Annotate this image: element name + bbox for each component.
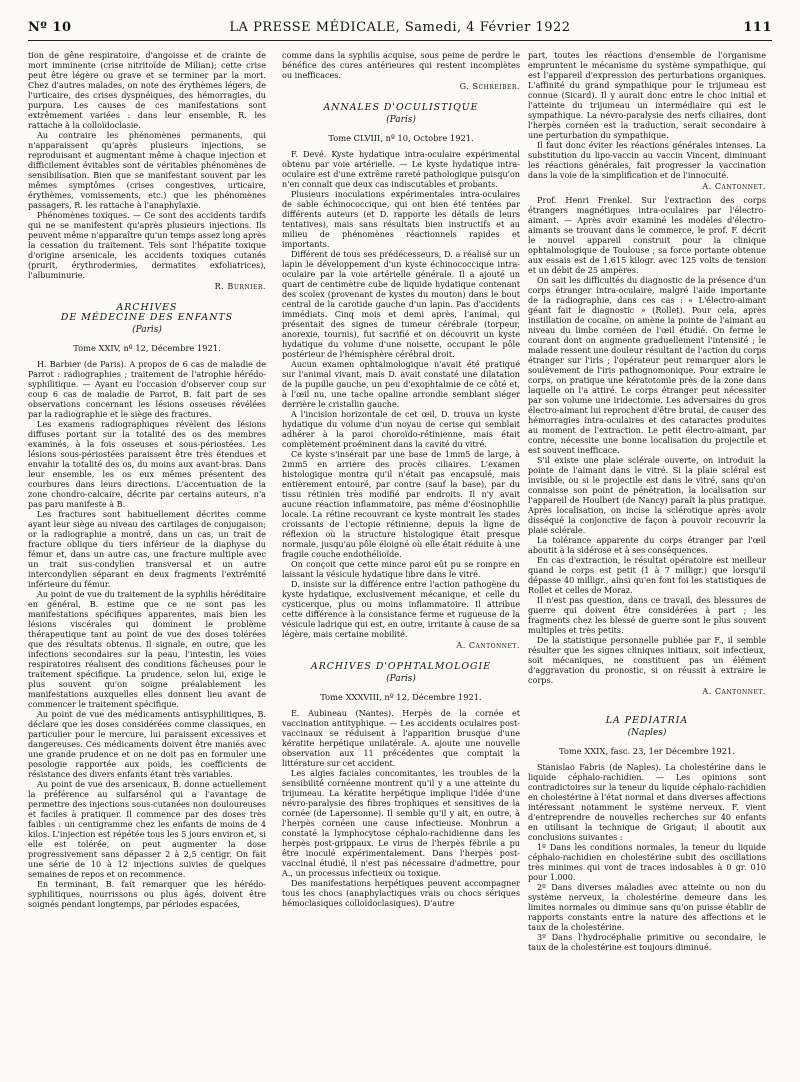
- paragraph: Au contraire les phénomènes permanents, qui n'apparaissent qu'après plusieurs injections, se reproduisant et augmentant même à chaque injection et difficilement évitables sont de véritables phénomènes de sensibilisation. Bien que se manifestant souvent par les mêmes symptômes (crises congestives, urticaire, érythèmes, vomissements, etc.) que les phénomènes passagers, R. les rattache à l'anaphylaxie.: [28, 130, 266, 210]
- paragraph: Au point de vue du traitement de la syphilis héréditaire en général, B. estime que ce ne sont pas les manifestations spécifiques apparentes, mais bien les lésions viscérales qui dominent le problème thérapeutique tant au point de vue des doses tolérées que des résultats obtenus. Il signale, en outre, que les infections secondaires sur la peau, l'intestin, les voies respiratoires réalisent des conditions fâcheuses pour le traitement spécifique. La prudence, selon lui, exige le plus souvent qu'on soigne préalablement les manifestations auxquelles elles donnent lieu avant de commencer le traitement spécifique.: [28, 589, 266, 709]
- paragraph: La tolérance apparente du corps étranger par l'œil aboutit à la sidérose et à ses conséquences.: [528, 535, 766, 555]
- paragraph: F. Devé. Kyste hydatique intra-oculaire expérimental obtenu par voie artérielle. — Le kyste hydatique intra-oculaire est d'une extrême rareté pathologique puisqu'on n'en connaît que deux cas indiscutables et probants.: [282, 149, 520, 189]
- paragraph: Les fractures sont habituellement décrites comme ayant leur siège au niveau des cartilages de conjugaison; or la radiographie a montré, dans un cas, un trait de fracture oblique du tiers inférieur de la diaphyse du fémur et, dans un autre cas, une fracture multiple avec un trait sus-condylien transversal et un autre intercondylien séparant en deux fragments l'extrémité inférieure du fémur.: [28, 509, 266, 589]
- paragraph: Différent de tous ses prédécesseurs, D. a réalisé sur un lapin le développement d'un kyste échinococcique intra-oculaire par la voie artérielle générale. Il a ajouté un quart de centimètre cube de liquide hydatique contenant des scolex (provenant de kystes du mouton) dans le bout central de la carotide gauche d'un lapin. Pas d'accidents immédiats. Cinq mois et demi après, l'animal, qui présentait des signes de tumeur cérébrale (torpeur, anorexie, tournis), fut sacrifié et on découvrit un kyste hydatique du volume d'une noisette, occupant le pôle postérieur de l'hémisphère cérébral droit.: [282, 249, 520, 359]
- column-3: [528, 50, 766, 1070]
- paragraph: En cas d'extraction, le résultat opératoire est meilleur quand le corps est petit (1 à 7 milligr.) que lorsqu'il dépasse 40 milligr., ainsi qu'en font foi les statistiques de Rollet et celles de Moraz.: [528, 555, 766, 595]
- issue-number: Nº 10: [28, 20, 72, 35]
- paragraph: Au point de vue des arsenicaux, B. donne actuellement la préférence au sulfarsénol qui a l'avantage de permettre des injections sous-cutanées non douloureuses et faciles à pratiquer. Il commence par des doses très faibles : un centigramme chez les enfants de moins de 4 kilos. L'injection est répétée tous les 5 jours environ et, si elle est tolérée, on peut augmenter la dose progressivement sans dépasser 2 à 2,5 centigr. On fait une série de 10 à 12 injections suivies de quelques semaines de repos et on recommence.: [28, 779, 266, 879]
- issue-reference: Tome XXIV, nº 12, Décembre 1921.: [73, 343, 221, 353]
- paragraph: A l'incision horizontale de cet œil, D. trouva un kyste hydatique du volume d'un noyau de cerise qui semblait adhérer à la paroi choroïdo-rétinienne, mais était complètement proéminent dans la cavité du vitré.: [282, 409, 520, 449]
- author-signature: A. Cantonnet.: [702, 181, 766, 191]
- paragraph: D. insiste sur la différence entre l'action pathogène du kyste hydatique, exclusivement mécanique, et celle du cysticerque, plus ou moins inflammatoire. Il attribue cette différence à la consistance ferme et rugueuse de la vésicule ladrique qui est, en outre, irritante à cause de sa légère, mais certaine mobilité.: [282, 579, 520, 639]
- issue-reference: Tome XXXVIII, nº 12, Décembre 1921.: [320, 692, 482, 702]
- section-title: ARCHIVES D'OPHTALMOLOGIE: [310, 661, 492, 672]
- paragraph: Ce kyste s'insérait par une base de 1mm5 de large, à 2mm5 en arrière des procès ciliaires. L'examen histologique montra qu'il n'était pas encapsulé, mais entièrement entouré, par contre (sauf la base), par du tissu rétinien très modifié par endroits. Il n'y avait aucune réaction inflammatoire, pas même d'éosinophilie locale. La rétine recouvrant ce kyste montrait les stades croissants de l'ectopie rétinienne, depuis la ligne de réflexion où la structure histologique était presque normale, jusqu'au pôle éloigné où elle était réduite à une fragile couche endothélioïde.: [282, 449, 520, 559]
- column-1: [28, 50, 266, 1070]
- paragraph: Il n'est pas question, dans ce travail, des blessures de guerre qui doivent être considérées à part ; les fragments chez les blessé de guerre sont le plus souvent multiples et très petits.: [528, 595, 766, 635]
- paragraph: En terminant, B. fait remarquer que les hérédo-syphilitiques, nourrissons ou plus âgés, doivent être soignés pendant longtemps, par périodes espacées,: [28, 879, 266, 909]
- paragraph: Il faut donc éviter les réactions générales intenses. La substitution du lipo-vaccin au vaccin Vincent, diminuant les réactions générales, fait progresser la vaccination dans la voie de la simplification et de l'innocuité.: [528, 140, 766, 180]
- author-signature: A. Cantonnet.: [456, 640, 520, 650]
- section-city: (Naples): [627, 728, 667, 738]
- section-city: (Paris): [132, 325, 162, 335]
- section-title: ARCHIVES DE MÉDECINE DES ENFANTS: [60, 302, 234, 323]
- paragraph: 3º Dans l'hydrocéphalie primitive ou secondaire, le taux de la cholestérine est toujours diminué.: [528, 932, 766, 952]
- paragraph: S'il existe une plaie sclérale ouverte, on introduit la pointe de l'aimant dans le vitré. Si la plaie scléral est invisible, ou si le projectile est dans le vitré, sans qu'on connaisse son point de pénétration, la localisation sur l'appareil de Houlbert (de Nancy) paraît la plus pratique. Après localisation, on incise la sclérotique après avoir disséqué la conjonctive de façon à pouvoir recouvrir la plaie sclérale.: [528, 455, 766, 535]
- paragraph: H. Barbier (de Paris). A propos de 6 cas de maladie de Parrot : radiographies ; traitement de l'atrophie hérédo-syphilitique. — Ayant eu l'occasion d'observer coup sur coup 6 cas de maladie de Parrot, B. fait part de ses observations concernant les lésions osseuses révélées par la radiographie et le siège des fractures.: [28, 359, 266, 419]
- author-signature: R. Burnier.: [214, 281, 266, 291]
- paragraph: De la statistique personnelle publiée par F., il semble résulter que les signes cliniques initiaux, soit infectieux, soit mécaniques, ne constituent pas un élément d'aggravation du pronostic, si on réussit à extraire le corps.: [528, 635, 766, 685]
- section-city: (Paris): [386, 674, 416, 684]
- author-signature: G. Schreiber.: [459, 81, 520, 91]
- section-title: ANNALES D'OCULISTIQUE: [323, 102, 479, 113]
- paragraph: Aucun examen ophtalmologique n'avait été pratiqué sur l'animal vivant, mais D. avait constaté une dilatation de la pupille gauche, un peu d'exophtalmie de ce côté et, à l'œil nu, une tache opaline arrondie semblant siéger derrière le cristallin gauche.: [282, 359, 520, 409]
- author-signature: A. Cantonnet.: [702, 686, 766, 696]
- paragraph: Prof. Henri Frenkel. Sur l'extraction des corps étrangers magnétiques intra-oculaires par l'électro-aimant. — Après avoir examiné les modèles d'électro-aimants se trouvant dans le commerce, le prof. F. décrit le nouvel appareil construit pour la clinique ophtalmologique de Toulouse ; sa force portante obtenue aux essais est de 1.615 kilogr. avec 125 volts de tension et un débit de 25 ampères.: [528, 195, 766, 275]
- section-city: (Paris): [386, 115, 416, 125]
- page-number: 111: [743, 20, 772, 35]
- paragraph: Stanislao Fabris (de Naples). La cholestérine dans le liquide céphalo-rachidien. — Les opinions sont contradictoires sur la teneur du liquide céphalo-rachidien en cholestérine à l'état normal et dans diverses affections intéressant notamment le système nerveux. F. vient d'entreprendre de nouvelles recherches sur 40 enfants en utilisant la technique de Grigaut; il aboutit aux conclusions suivantes :: [528, 762, 766, 842]
- page-header: [28, 20, 772, 41]
- paragraph: comme dans la syphilis acquise, sous peine de perdre le bénéfice des cures antérieures qui restent incomplètes ou inefficaces.: [282, 50, 520, 80]
- paragraph: Au point de vue des médicaments antisyphilitiques, B. déclare que les doses considérées comme classiques, en particulier pour le mercure, lui paraissent excessives et dangereuses. Ces médicaments doivent être maniés avec une grande prudence et on ne doit pas en formuler une posologie rapportée aux poids, les coefficients de résistance des divers enfants étant très variables.: [28, 709, 266, 779]
- paragraph: tion de gêne respiratoire, d'angoisse et de crainte de mort imminente (crise nitritoïde de Milian); cette crise peut être légère ou grave et se terminer par la mort. Chez d'autres malades, on note des érythèmes légers, de l'urticaire, des crises dyspnéiques, des hémorragies, du purpura. Les causes de ces manifestations sont extrêmement variées : dans leur ensemble, R. les rattache à la colloïdoclasie.: [28, 50, 266, 130]
- section-title: LA PEDIATRIA: [605, 715, 689, 726]
- paragraph: Phénomènes toxiques. — Ce sont des accidents tardifs qui ne se manifestent qu'après plusieurs injections. Ils peuvent même n'apparaître qu'un temps assez long après la cessation du traitement. Tels sont l'hépatite toxique d'origine arsenicale, les accidents toxiques cutanés (prurit, érythrodermies, dermatites exfoliatrices), l'albuminurie.: [28, 210, 266, 280]
- paragraph: Plusieurs inoculations expérimentales intra-oculaires de sable échinococcique, qui ont bien été tentées par différents auteurs (et D. rapporte les détails de leurs tentatives), mais sans résultats bien instructifs et au milieu de phénomènes réactionnels rapides et importants.: [282, 189, 520, 249]
- paragraph: Des manifestations herpétiques peuvent accompagner tous les chocs (anaphylactiques vrais ou chocs sériques hémoclasiques colloïdoclasiques). D'autre: [282, 878, 520, 908]
- issue-reference: Tome CLVIII, nº 10, Octobre 1921.: [328, 133, 474, 143]
- paragraph: On conçoit que cette mince paroi eût pu se rompre en laissant la vésicule hydatique libre dans le vitré.: [282, 559, 520, 579]
- paragraph: On sait les difficultés du diagnostic de la présence d'un corps étranger intra-oculaire, malgré l'aide importante de la radiographie, dans ces cas : « L'électro-aimant géant fait le diagnostic » (Rollet). Pour cela, après instillation de cocaïne, on amène la pointe de l'aimant au niveau du limbe cornéen de l'œil étudié. On ferme le courant dont on augmente graduellement l'intensité ; le malade ressent une douleur résultant de l'action du corps étranger sur l'iris ; l'opérateur peut remarquer alors le soulèvement de l'iris pathognomonique. Pour extraire le corps, on pratique une kératotomie près de la zone dans laquelle on l'a attiré. Le corps étranger peut nécessiter par son volume une iridectomie. Les adversaires du gros électro-aimant lui reprochent d'être brutal, de causer des hémorragies intra-oculaires et des cataractes produites au moment de l'extraction. Le petit électro-aimant, par contre, nécessite une bonne localisation du projectile et est souvent inefficace.: [528, 275, 766, 455]
- journal-title: LA PRESSE MÉDICALE, Samedi, 4 Février 1922: [229, 20, 571, 35]
- paragraph: 1º Dans les conditions normales, la teneur du liquide céphalo-rachidien en cholestérine subit des oscillations très minimes qui vont de traces indosables à 0 gr. 010 pour 1.000.: [528, 842, 766, 882]
- column-2: [282, 50, 520, 1070]
- issue-reference: Tome XXIX, fasc. 23, 1er Décembre 1921.: [559, 746, 735, 756]
- paragraph: Les algies faciales concomitantes, les troubles de la sensibilité cornéenne montrent qu'il y a une atteinte du trijumeau. La kératite herpétique implique l'idée d'une névro-paralysie des fibres trophiques et sensitives de la cornée (de Lapersonne). Il semble qu'il y ait, en outre, à l'herpès cornéen une cause infectieuse. Monbrun a constaté la lymphocytose céphalo-rachidienne dans les herpès post-grippaux. Le virus de l'herpès fébrile a pu être inoculé expérimentalement. Dans l'herpès post-vaccinal étudié, il n'est pas nécessaire d'admettre, pour A., un processus infectieux ou toxique.: [282, 768, 520, 878]
- paragraph: part, toutes les réactions d'ensemble de l'organisme empruntent le mécanisme du système sympathique, qui est l'appareil d'expression des perturbations organiques. L'affinité du grand sympathique pour le trijumeau est connue (Sicard). Il y aurait donc entre le choc initial et l'atteinte du trijumeau un intermédiaire qui est le sympathique. La névro-paralysie des nerfs ciliaires, dont l'herpès cornéen est la traduction, serait secondaire à une perturbation du sympathique.: [528, 50, 766, 140]
- paragraph: Les examens radiographiques révèlent des lésions diffuses portant sur la totalité des os des membres examinés, à la fois osseuses et sous-périostées. Les lésions sous-périostées paraissent être très étendues et envahir la totalité des os, du moins aux avant-bras. Dans leur ensemble, les os eux mêmes présentent des courbures dans leurs directions. L'accentuation de la zone chondro-calcaire, décrite par certains auteurs, n'a pas paru manifeste à B.: [28, 419, 266, 509]
- paragraph: 2º Dans diverses maladies avec atteinte ou non du système nerveux, la cholestérine demeure dans les limites normales ou diminue sans qu'on puisse établir de rapports constants entre la nature des affections et le taux de la cholestérine.: [528, 882, 766, 932]
- paragraph: E. Aubineau (Nantes). Herpès de la cornée et vaccination antityphique. — Les accidents oculaires post-vaccinaux se réduisent à l'apparition brusque d'une kératite herpétique unilatérale. A. ajoute une nouvelle observation aux 11 précédentes que comptait la littérature sur cet accident.: [282, 708, 520, 768]
